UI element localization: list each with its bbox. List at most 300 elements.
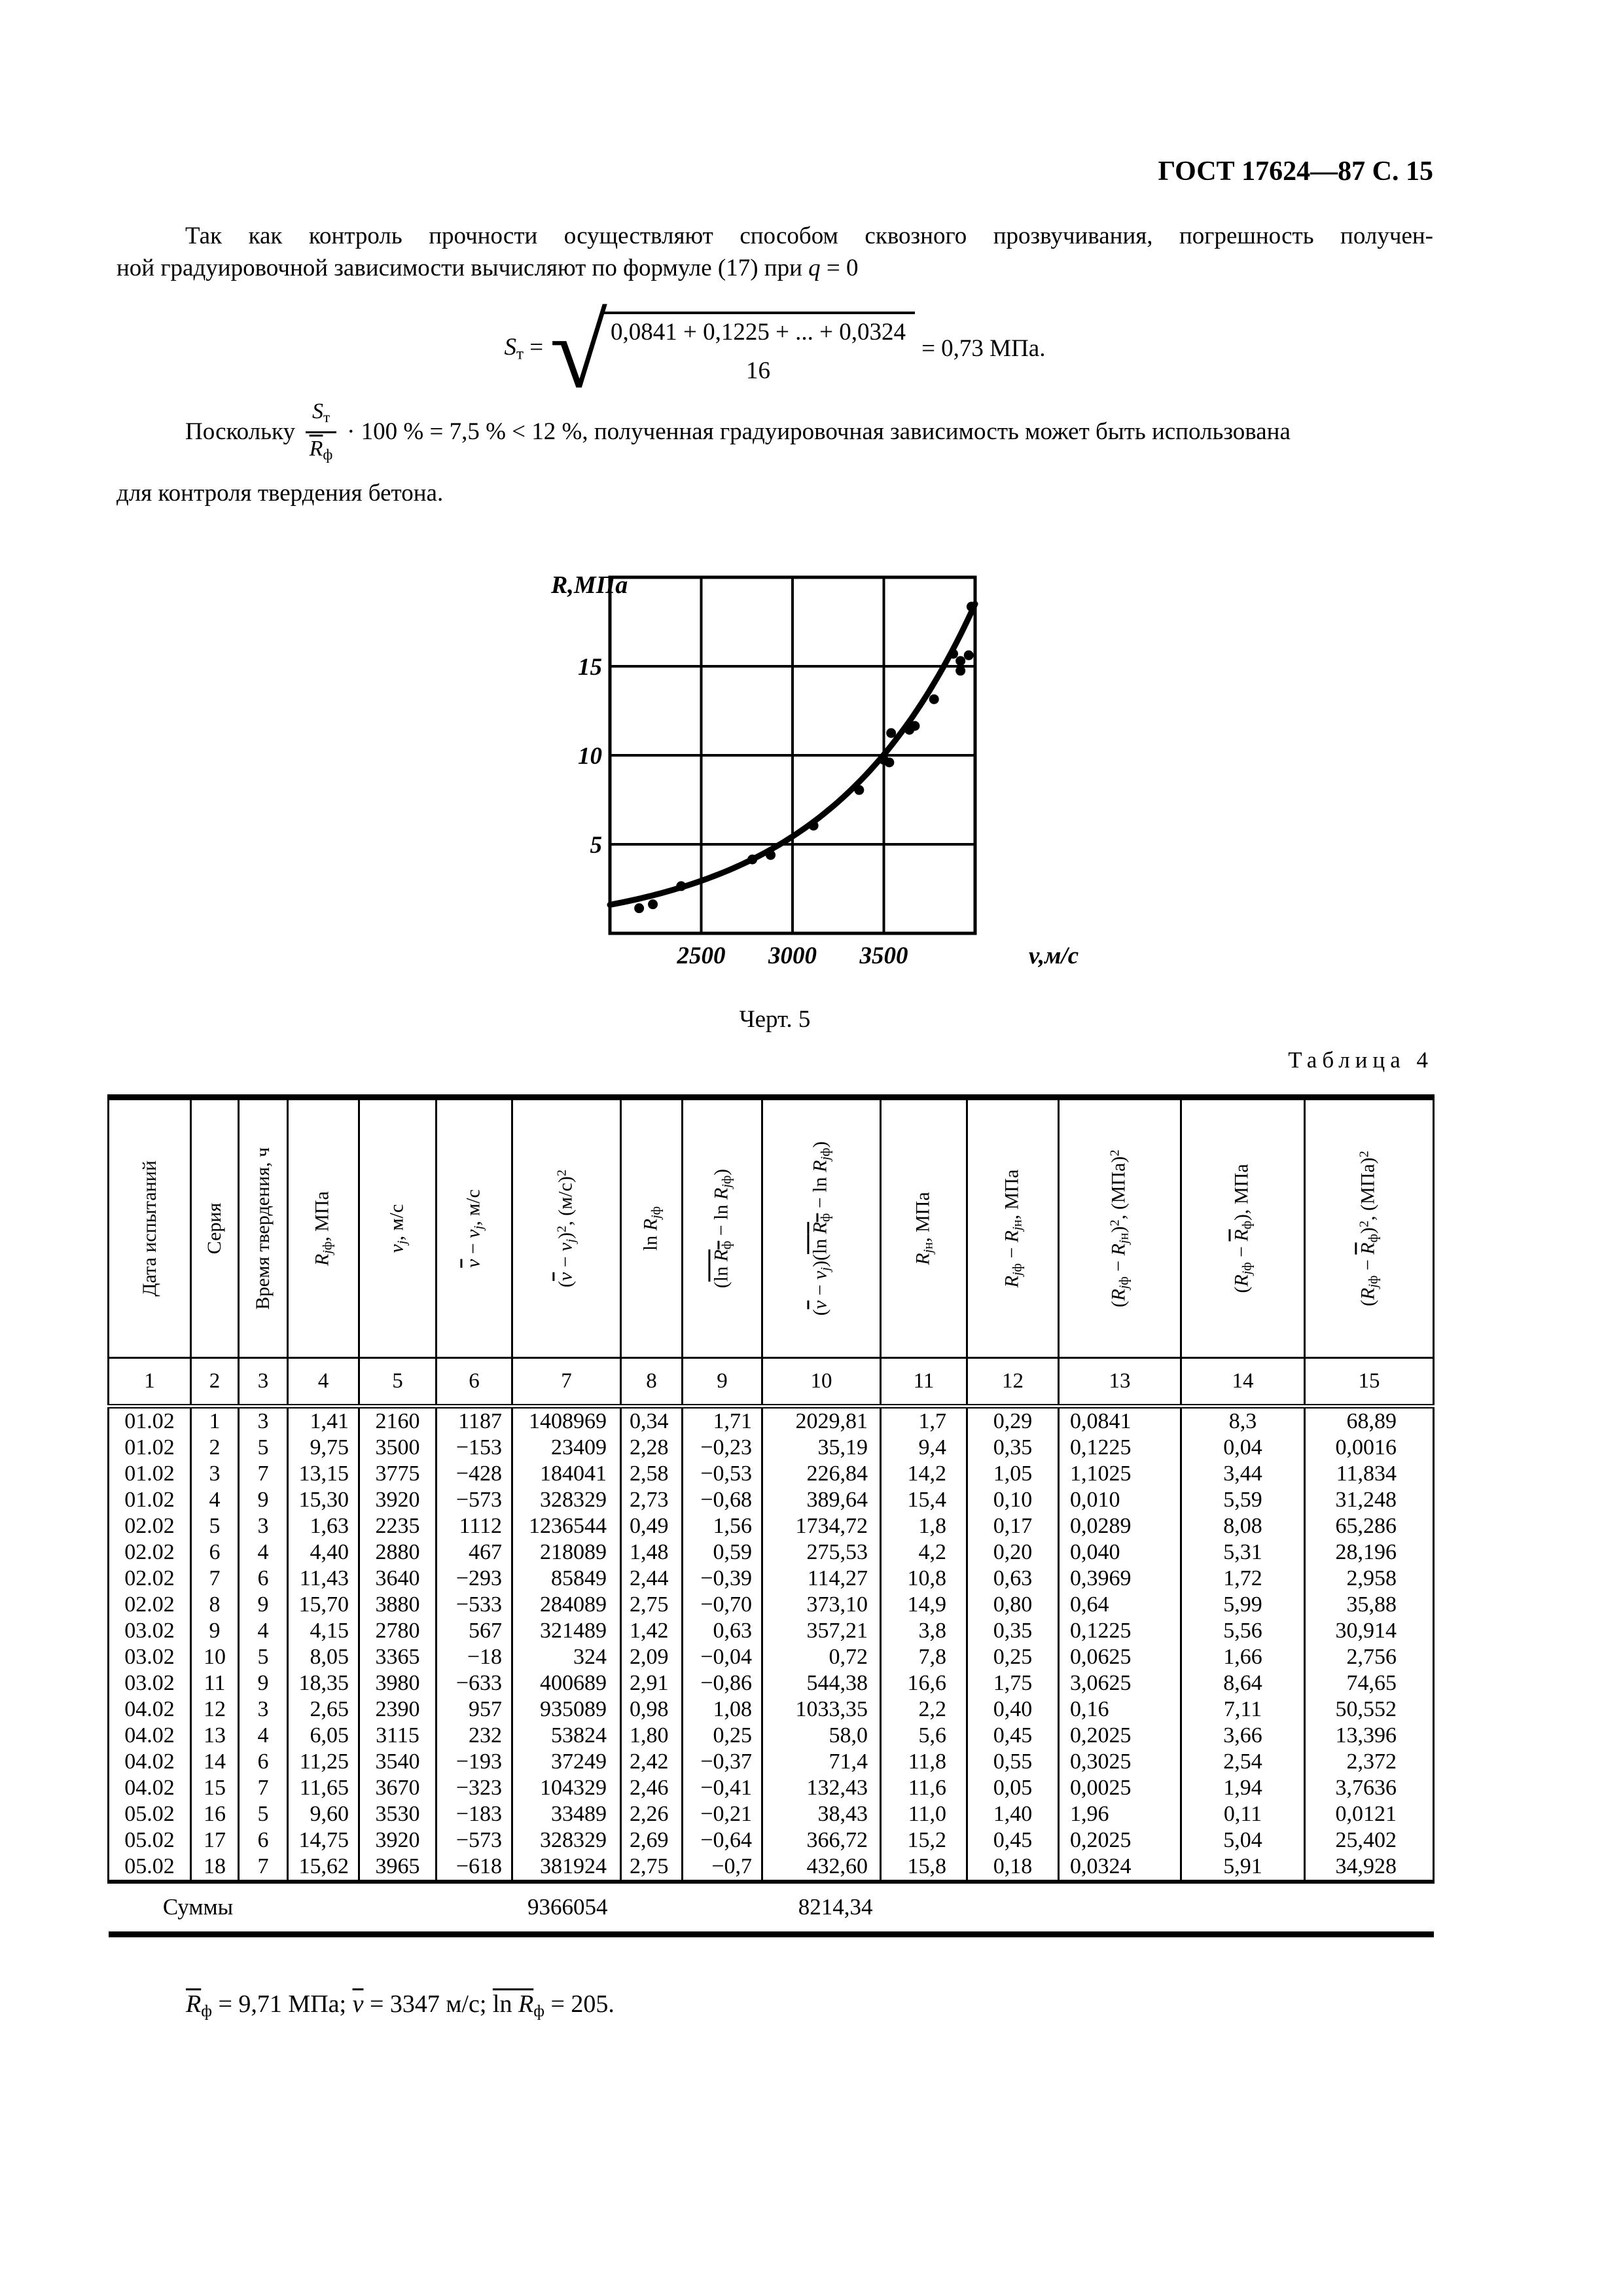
cell: 132,43 [762, 1775, 881, 1801]
cell: 01.02 [109, 1435, 191, 1461]
cell: −0,23 [683, 1435, 762, 1461]
cell: 68,89 [1305, 1407, 1434, 1435]
col-header-text: $(R_{jф} - \overline{R}_ф)$, МПа [1230, 1164, 1255, 1293]
data-point [676, 881, 686, 891]
cell: 2,09 [621, 1644, 683, 1670]
col-header-text: Дата испытаний [138, 1160, 160, 1297]
cell: 3115 [359, 1723, 437, 1749]
table-row [109, 1513, 1434, 1539]
cell: 1,42 [621, 1618, 683, 1644]
col-header-text: (ln $R_ф - \ln R_{jф}$) [709, 1168, 734, 1289]
cell: 2390 [359, 1696, 437, 1723]
cell: 1,63 [288, 1513, 359, 1539]
cell: 3500 [359, 1435, 437, 1461]
cell: 1408969 [512, 1407, 621, 1435]
col-header-text: $\overline{v} - v_j$, м/с [461, 1189, 486, 1268]
cell: 0,64 [1059, 1592, 1181, 1618]
cell: 5,31 [1181, 1539, 1305, 1566]
cell: 4,2 [881, 1539, 967, 1566]
table-row [109, 1592, 1434, 1618]
cell: 85849 [512, 1566, 621, 1592]
cell: 3540 [359, 1749, 437, 1775]
cell: 3 [239, 1407, 288, 1435]
cell: 7 [191, 1566, 239, 1592]
cell: 03.02 [109, 1670, 191, 1696]
cell: 1,80 [621, 1723, 683, 1749]
cell: 1,40 [967, 1801, 1059, 1827]
cell: 544,38 [762, 1670, 881, 1696]
paragraph-intro-line2: ной градуировочной зависимости вычисляют по формуле (17) при q = 0 [116, 255, 859, 281]
cell: 328329 [512, 1487, 621, 1513]
cell: 0,0324 [1059, 1854, 1181, 1882]
cell: 2880 [359, 1539, 437, 1566]
cell: 16,6 [881, 1670, 967, 1696]
y-tick-label: 5 [590, 832, 602, 859]
cell: 1033,35 [762, 1696, 881, 1723]
cell: 3,0625 [1059, 1670, 1181, 1696]
cell: −193 [437, 1749, 512, 1775]
table-row [109, 1487, 1434, 1513]
cell: 05.02 [109, 1854, 191, 1882]
cell: 1,72 [1181, 1566, 1305, 1592]
sums-col7: 9366054 [288, 1882, 621, 1934]
cell: 35,19 [762, 1435, 881, 1461]
cell: 0,80 [967, 1592, 1059, 1618]
cell: −293 [437, 1566, 512, 1592]
cell: −0,37 [683, 1749, 762, 1775]
col-header-2 [191, 1098, 239, 1358]
col-number: 11 [881, 1358, 967, 1407]
cell: 05.02 [109, 1827, 191, 1854]
cell: 8,05 [288, 1644, 359, 1670]
cell: 13,15 [288, 1461, 359, 1487]
cell: 04.02 [109, 1775, 191, 1801]
table-row [109, 1407, 1434, 1435]
y-tick-label: 15 [578, 654, 602, 681]
x-tick-label: 2500 [677, 942, 726, 969]
cell: 3880 [359, 1592, 437, 1618]
cell: 957 [437, 1696, 512, 1723]
col-number: 5 [359, 1358, 437, 1407]
cell: 2780 [359, 1618, 437, 1644]
cell: 1,75 [967, 1670, 1059, 1696]
table-row [109, 1723, 1434, 1749]
table-header-row [109, 1098, 1434, 1358]
cell: 1,94 [1181, 1775, 1305, 1801]
cell: −183 [437, 1801, 512, 1827]
cell: 11,6 [881, 1775, 967, 1801]
col-number: 4 [288, 1358, 359, 1407]
cell: 1112 [437, 1513, 512, 1539]
cell: 02.02 [109, 1539, 191, 1566]
cell: 2,69 [621, 1827, 683, 1854]
data-table [107, 1094, 1435, 1937]
cell: 5,04 [1181, 1827, 1305, 1854]
cell: 3965 [359, 1854, 437, 1882]
formula-st [116, 293, 1433, 410]
cell: 2,372 [1305, 1749, 1434, 1775]
cell: −0,53 [683, 1461, 762, 1487]
fraction-denominator: 16 [746, 357, 770, 384]
cell: 2,65 [288, 1696, 359, 1723]
cell: −573 [437, 1487, 512, 1513]
cell: 11,8 [881, 1749, 967, 1775]
figure-caption: Черт. 5 [739, 1006, 811, 1033]
col-number: 14 [1181, 1358, 1305, 1407]
cell: 432,60 [762, 1854, 881, 1882]
cell: 0,72 [762, 1644, 881, 1670]
col-number: 8 [621, 1358, 683, 1407]
table-wrapper [107, 1094, 1435, 1937]
table-row [109, 1566, 1434, 1592]
cell: 0,10 [967, 1487, 1059, 1513]
col-header-7 [512, 1098, 621, 1358]
page-reference: ГОСТ 17624—87 С. 15 [1158, 156, 1433, 187]
cell: 65,286 [1305, 1513, 1434, 1539]
data-point [955, 666, 965, 675]
cell: −0,39 [683, 1566, 762, 1592]
col-number: 6 [437, 1358, 512, 1407]
cell: 2160 [359, 1407, 437, 1435]
cell: 15,30 [288, 1487, 359, 1513]
cell: −0,68 [683, 1487, 762, 1513]
col-number: 12 [967, 1358, 1059, 1407]
cell: 2,75 [621, 1854, 683, 1882]
cell: 37249 [512, 1749, 621, 1775]
inline-fraction-denominator: $\overline{R}_ф$ [309, 436, 333, 463]
cell: 2,756 [1305, 1644, 1434, 1670]
cell: 935089 [512, 1696, 621, 1723]
cell: −533 [437, 1592, 512, 1618]
cell: 01.02 [109, 1407, 191, 1435]
cell: 0,05 [967, 1775, 1059, 1801]
cell: 2,46 [621, 1775, 683, 1801]
cell: 1236544 [512, 1513, 621, 1539]
cell: 10,8 [881, 1566, 967, 1592]
cell: −0,21 [683, 1801, 762, 1827]
data-point [854, 785, 864, 795]
table-row [109, 1670, 1434, 1696]
cell: 6,05 [288, 1723, 359, 1749]
cell: 17 [191, 1827, 239, 1854]
cell: 4 [239, 1618, 288, 1644]
cell: 5 [239, 1435, 288, 1461]
table-colnum-row [109, 1358, 1434, 1407]
data-point [886, 728, 896, 738]
cell: 3775 [359, 1461, 437, 1487]
cell: 0,35 [967, 1435, 1059, 1461]
cell: 01.02 [109, 1487, 191, 1513]
cell: 1734,72 [762, 1513, 881, 1539]
cell: 4 [239, 1539, 288, 1566]
cell: 1,8 [881, 1513, 967, 1539]
cell: 28,196 [1305, 1539, 1434, 1566]
cell: 0,17 [967, 1513, 1059, 1539]
cell: 9 [239, 1487, 288, 1513]
cell: 8,64 [1181, 1670, 1305, 1696]
col-header-text: $v_j$, м/с [385, 1204, 410, 1253]
cell: 0,04 [1181, 1435, 1305, 1461]
cell: 03.02 [109, 1618, 191, 1644]
col-header-text: $(\overline{v} - v_j)^2$, $(м/с)^2$ [554, 1169, 579, 1288]
col-header-3 [239, 1098, 288, 1358]
col-header-4 [288, 1098, 359, 1358]
col-number: 7 [512, 1358, 621, 1407]
cell: 114,27 [762, 1566, 881, 1592]
col-header-text: $(\overline{v} - v_j)(\ln$ $R_ф - \ln R_{jф}$) [809, 1141, 833, 1316]
cell: 0,3025 [1059, 1749, 1181, 1775]
cell: 5,59 [1181, 1487, 1305, 1513]
cell: −153 [437, 1435, 512, 1461]
col-header-5 [359, 1098, 437, 1358]
cell: 7 [239, 1775, 288, 1801]
cell: 6 [191, 1539, 239, 1566]
data-point [648, 899, 658, 909]
cell: 0,0016 [1305, 1435, 1434, 1461]
cell: 0,040 [1059, 1539, 1181, 1566]
data-point [747, 855, 757, 865]
cell: 3 [191, 1461, 239, 1487]
cell: −0,86 [683, 1670, 762, 1696]
data-point [929, 694, 939, 704]
cell: 11,25 [288, 1749, 359, 1775]
cell: 14 [191, 1749, 239, 1775]
cell: 0,45 [967, 1827, 1059, 1854]
cell: 1,71 [683, 1407, 762, 1435]
cell: 12 [191, 1696, 239, 1723]
fraction [601, 312, 915, 385]
cell: 7 [239, 1854, 288, 1882]
cell: 1 [191, 1407, 239, 1435]
col-header-text: $\ln R_{jф}$ [639, 1206, 664, 1251]
cell: 34,928 [1305, 1854, 1434, 1882]
cell: 30,914 [1305, 1618, 1434, 1644]
cell: −0,41 [683, 1775, 762, 1801]
cell: 357,21 [762, 1618, 881, 1644]
cell: 4,40 [288, 1539, 359, 1566]
cell: 1,41 [288, 1407, 359, 1435]
cell: 218089 [512, 1539, 621, 1566]
cell: 05.02 [109, 1801, 191, 1827]
col-number: 10 [762, 1358, 881, 1407]
cell: 3640 [359, 1566, 437, 1592]
cell: 400689 [512, 1670, 621, 1696]
cell: 04.02 [109, 1696, 191, 1723]
cell: 15,8 [881, 1854, 967, 1882]
table-row [109, 1461, 1434, 1487]
cell: 1,66 [1181, 1644, 1305, 1670]
cell: 2,91 [621, 1670, 683, 1696]
cell: 226,84 [762, 1461, 881, 1487]
cell: 0,0025 [1059, 1775, 1181, 1801]
cell: 328329 [512, 1827, 621, 1854]
table-row [109, 1801, 1434, 1827]
cell: 15 [191, 1775, 239, 1801]
cell: 0,010 [1059, 1487, 1181, 1513]
cell: 25,402 [1305, 1827, 1434, 1854]
cell: 6 [239, 1566, 288, 1592]
paragraph-condition-intro: Поскольку [185, 418, 295, 445]
cell: 1,05 [967, 1461, 1059, 1487]
cell: 0,25 [683, 1723, 762, 1749]
cell: 3 [239, 1513, 288, 1539]
table-row [109, 1854, 1434, 1882]
cell: 2,75 [621, 1592, 683, 1618]
col-header-8 [621, 1098, 683, 1358]
cell: 5 [191, 1513, 239, 1539]
cell: 2,2 [881, 1696, 967, 1723]
cell: 1,56 [683, 1513, 762, 1539]
cell: 15,2 [881, 1827, 967, 1854]
cell: 0,0841 [1059, 1407, 1181, 1435]
cell: 9 [191, 1618, 239, 1644]
cell: 1,7 [881, 1407, 967, 1435]
cell: 0,0289 [1059, 1513, 1181, 1539]
paragraph-intro-line1: Так как контроль прочности осуществляют способом сквозного прозвучивания, погрешность получен- [185, 223, 1433, 249]
cell: 4,15 [288, 1618, 359, 1644]
cell: 9,60 [288, 1801, 359, 1827]
cell: 3670 [359, 1775, 437, 1801]
cell: 381924 [512, 1854, 621, 1882]
cell: 3,66 [1181, 1723, 1305, 1749]
cell: 324 [512, 1644, 621, 1670]
cell: −0,64 [683, 1827, 762, 1854]
cell: 0,3969 [1059, 1566, 1181, 1592]
cell: 23409 [512, 1435, 621, 1461]
cell: 7,8 [881, 1644, 967, 1670]
table-row [109, 1644, 1434, 1670]
table-row [109, 1435, 1434, 1461]
cell: 6 [239, 1827, 288, 1854]
cell: 184041 [512, 1461, 621, 1487]
data-point [634, 903, 644, 913]
data-point [967, 601, 976, 611]
sums-label: Суммы [109, 1882, 288, 1934]
cell: 11,65 [288, 1775, 359, 1801]
cell: 02.02 [109, 1566, 191, 1592]
col-header-10 [762, 1098, 881, 1358]
cell: 6 [239, 1749, 288, 1775]
cell: 2,28 [621, 1435, 683, 1461]
cell: 1,96 [1059, 1801, 1181, 1827]
data-point [884, 757, 894, 767]
cell: 0,20 [967, 1539, 1059, 1566]
paragraph-condition [116, 390, 1433, 473]
cell: 9 [239, 1592, 288, 1618]
data-point [910, 721, 919, 731]
cell: 5,56 [1181, 1618, 1305, 1644]
cell: 389,64 [762, 1487, 881, 1513]
table-row [109, 1618, 1434, 1644]
cell: 5,91 [1181, 1854, 1305, 1882]
cell: 74,65 [1305, 1670, 1434, 1696]
cell: 11,43 [288, 1566, 359, 1592]
table-row [109, 1827, 1434, 1854]
cell: −0,70 [683, 1592, 762, 1618]
cell: 33489 [512, 1801, 621, 1827]
formula-st-lhs: $S_т$ = [504, 333, 544, 363]
cell: 14,9 [881, 1592, 967, 1618]
paragraph-condition-line2: для контроля твердения бетона. [116, 480, 444, 507]
sums-row [109, 1882, 1434, 1934]
cell: 04.02 [109, 1749, 191, 1775]
col-header-14 [1181, 1098, 1305, 1358]
col-header-9 [683, 1098, 762, 1358]
col-number: 13 [1059, 1358, 1181, 1407]
cell: 1,48 [621, 1539, 683, 1566]
cell: 0,0121 [1305, 1801, 1434, 1827]
cell: 0,1225 [1059, 1435, 1181, 1461]
col-number: 9 [683, 1358, 762, 1407]
cell: −428 [437, 1461, 512, 1487]
cell: 5 [239, 1801, 288, 1827]
cell: 0,45 [967, 1723, 1059, 1749]
cell: 15,62 [288, 1854, 359, 1882]
cell: 2,42 [621, 1749, 683, 1775]
cell: 0,55 [967, 1749, 1059, 1775]
cell: 9,4 [881, 1435, 967, 1461]
table-row [109, 1696, 1434, 1723]
cell: 02.02 [109, 1513, 191, 1539]
cell: 3920 [359, 1487, 437, 1513]
col-header-15 [1305, 1098, 1434, 1358]
cell: 2,958 [1305, 1566, 1434, 1592]
sums-empty [881, 1882, 1434, 1934]
data-point [809, 821, 819, 831]
cell: 10 [191, 1644, 239, 1670]
cell: 3365 [359, 1644, 437, 1670]
cell: 13,396 [1305, 1723, 1434, 1749]
col-header-1 [109, 1098, 191, 1358]
cell: 8 [191, 1592, 239, 1618]
cell: 0,0625 [1059, 1644, 1181, 1670]
table-row [109, 1775, 1434, 1801]
col-header-text: $(R_{jф} - R_{jн})^2$, (МПа)$^2$ [1107, 1149, 1132, 1308]
col-header-text: $R_{jф}$, МПа [311, 1191, 335, 1266]
col-header-6 [437, 1098, 512, 1358]
cell: 2 [191, 1435, 239, 1461]
col-number: 2 [191, 1358, 239, 1407]
cell: 7,11 [1181, 1696, 1305, 1723]
sqrt-radical [550, 293, 915, 410]
cell: −18 [437, 1644, 512, 1670]
cell: 567 [437, 1618, 512, 1644]
x-axis-label: v,м/с [1028, 942, 1079, 969]
cell: 8,08 [1181, 1513, 1305, 1539]
cell: 0,34 [621, 1407, 683, 1435]
y-axis-label: R,МПа [551, 571, 628, 599]
cell: 0,63 [683, 1618, 762, 1644]
formula-st-result: = 0,73 МПа. [921, 334, 1046, 362]
cell: 3980 [359, 1670, 437, 1696]
cell: 3 [239, 1696, 288, 1723]
data-point [948, 649, 958, 658]
cell: 0,2025 [1059, 1723, 1181, 1749]
inline-fraction-numerator: $S_т$ [306, 399, 336, 433]
cell: 02.02 [109, 1592, 191, 1618]
calibration-chart [537, 550, 1126, 982]
cell: 3,8 [881, 1618, 967, 1644]
cell: 50,552 [1305, 1696, 1434, 1723]
cell: 16 [191, 1801, 239, 1827]
col-number: 15 [1305, 1358, 1434, 1407]
table-row [109, 1539, 1434, 1566]
cell: −0,7 [683, 1854, 762, 1882]
cell: 275,53 [762, 1539, 881, 1566]
cell: 2,44 [621, 1566, 683, 1592]
cell: 0,98 [621, 1696, 683, 1723]
cell: 1,1025 [1059, 1461, 1181, 1487]
